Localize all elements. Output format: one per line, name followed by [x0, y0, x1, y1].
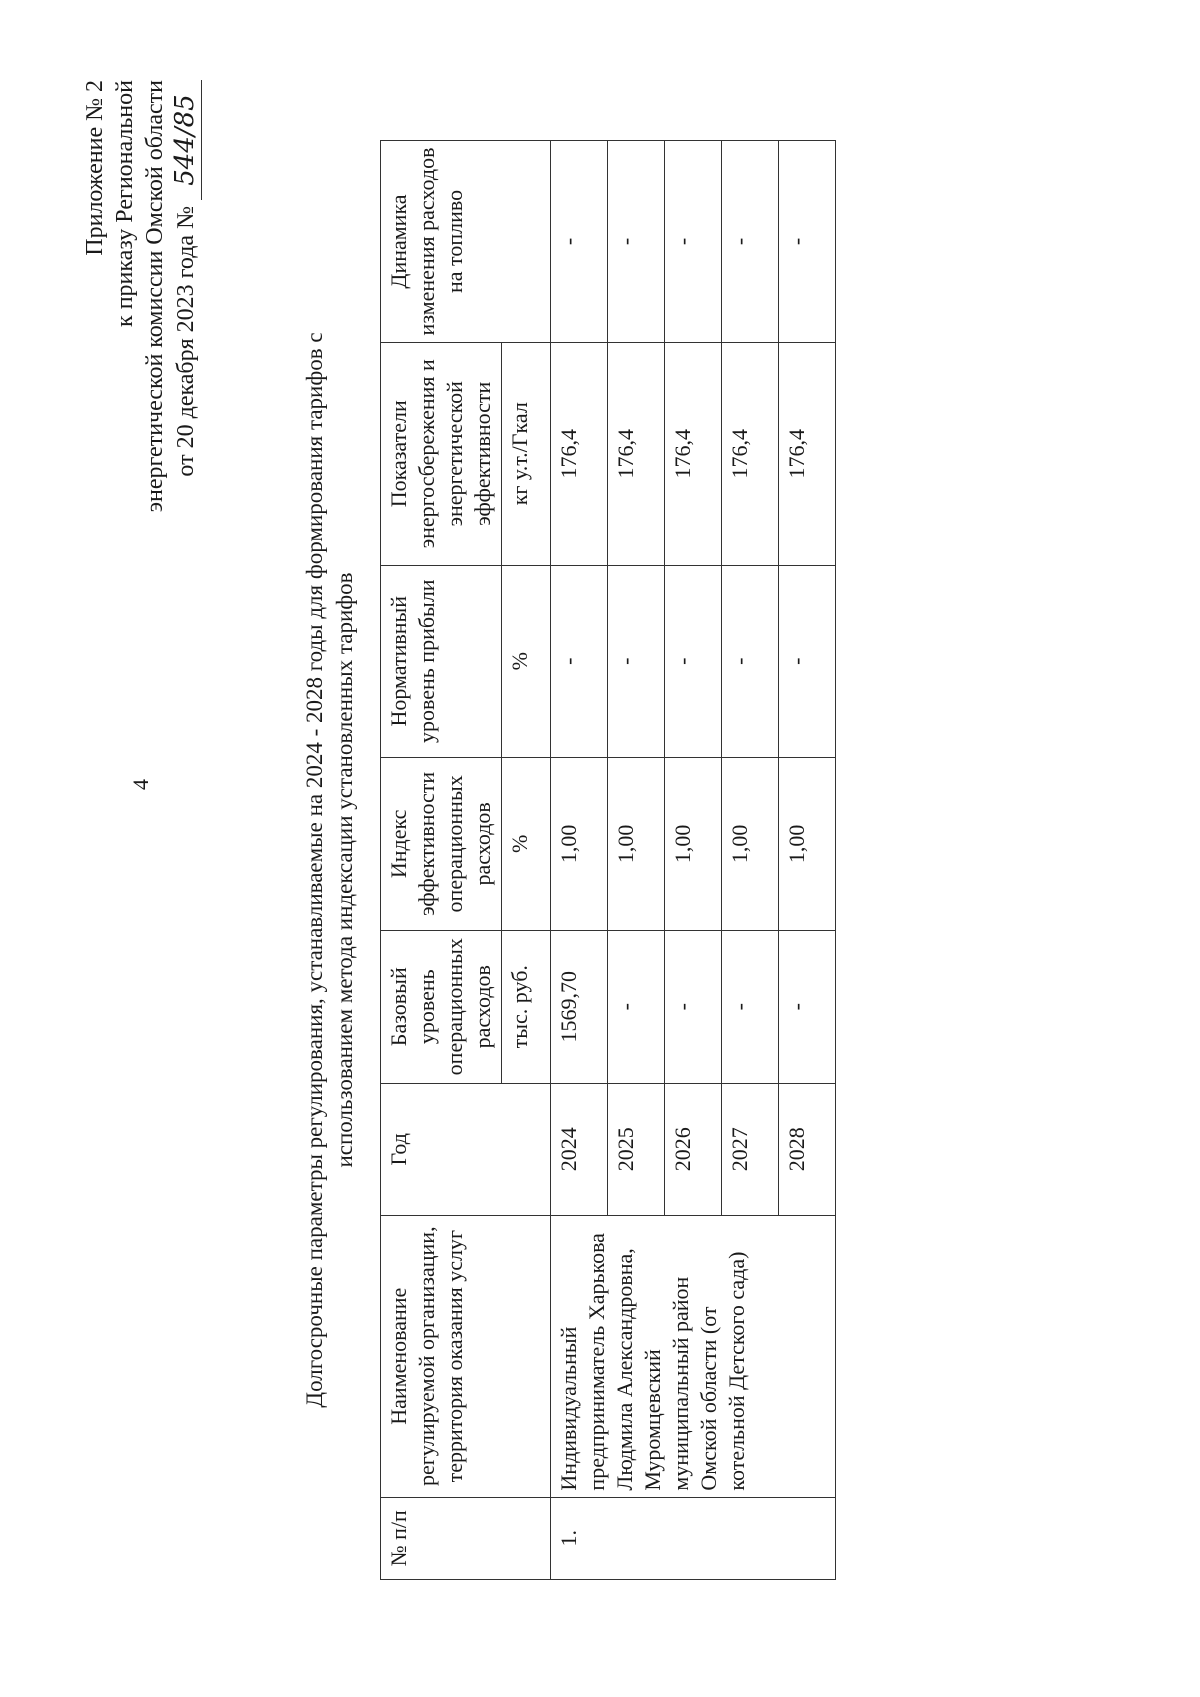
header-dynamics: Динамика изменения расходов на топливо [381, 141, 551, 343]
approval-stamp [80, 80, 202, 780]
unit-index: % [502, 757, 551, 930]
cell-index: 1,00 [779, 757, 836, 930]
cell-energy: 176,4 [722, 342, 779, 565]
cell-dynamics: - [779, 141, 836, 343]
cell-dynamics: - [665, 141, 722, 343]
unit-norm: % [502, 565, 551, 757]
document-title [300, 160, 360, 1580]
order-number-handwritten: 544/85 [170, 94, 200, 186]
cell-norm: - [779, 565, 836, 757]
header-base: Базовый уровень операционных расходов [381, 930, 502, 1083]
header-num: № п/п [381, 1497, 551, 1579]
cell-year: 2028 [779, 1083, 836, 1215]
cell-year: 2025 [608, 1083, 665, 1215]
cell-dynamics: - [722, 141, 779, 343]
commission-name: энергетической комиссии Омской области [142, 80, 168, 513]
cell-index: 1,00 [665, 757, 722, 930]
cell-energy: 176,4 [779, 342, 836, 565]
appendix-label: Приложение № 2 [82, 80, 108, 256]
cell-year: 2027 [722, 1083, 779, 1215]
cell-energy: 176,4 [551, 342, 608, 565]
cell-norm: - [722, 565, 779, 757]
cell-index: 1,00 [551, 757, 608, 930]
header-energy: Показатели энергосбережения и энергетической эффективности [381, 342, 502, 565]
row-number: 1. [551, 1497, 836, 1579]
order-number [170, 80, 202, 200]
table-row [551, 141, 608, 1580]
header-name: Наименование регулируемой организации, территория оказания услуг [381, 1215, 551, 1497]
cell-base: - [722, 930, 779, 1083]
cell-index: 1,00 [608, 757, 665, 930]
cell-energy: 176,4 [665, 342, 722, 565]
cell-norm: - [665, 565, 722, 757]
order-date-line [170, 80, 202, 780]
cell-dynamics: - [551, 141, 608, 343]
header-year: Год [381, 1083, 551, 1215]
page-number: 4 [128, 779, 153, 790]
cell-norm: - [551, 565, 608, 757]
unit-base: тыс. руб. [502, 930, 551, 1083]
cell-index: 1,00 [722, 757, 779, 930]
cell-year: 2024 [551, 1083, 608, 1215]
cell-base: - [779, 930, 836, 1083]
cell-base: - [665, 930, 722, 1083]
cell-base: - [608, 930, 665, 1083]
order-date: от 20 декабря 2023 года № [173, 206, 199, 477]
unit-energy: кг у.т./Гкал [502, 342, 551, 565]
header-index: Индекс эффективности операционных расходов [381, 757, 502, 930]
organization-name: Индивидуальный предприниматель Харькова Людмила Александровна, Муромцевский муниципальный район Омской области (от котельной Детского сада) [551, 1215, 836, 1497]
parameters-table [380, 140, 836, 1580]
order-reference: к приказу Региональной [112, 80, 138, 327]
cell-energy: 176,4 [608, 342, 665, 565]
rotated-landscape-content [30, 80, 1150, 1640]
cell-year: 2026 [665, 1083, 722, 1215]
header-row [381, 141, 502, 1580]
cell-dynamics: - [608, 141, 665, 343]
cell-norm: - [608, 565, 665, 757]
cell-base: 1569,70 [551, 930, 608, 1083]
title-line-2: использованием метода индексации установленных тарифов [332, 572, 357, 1168]
title-line-1: Долгосрочные параметры регулирования, устанавливаемые на 2024 - 2028 годы для формирования тарифов с [302, 332, 327, 1408]
header-norm: Нормативный уровень прибыли [381, 565, 502, 757]
